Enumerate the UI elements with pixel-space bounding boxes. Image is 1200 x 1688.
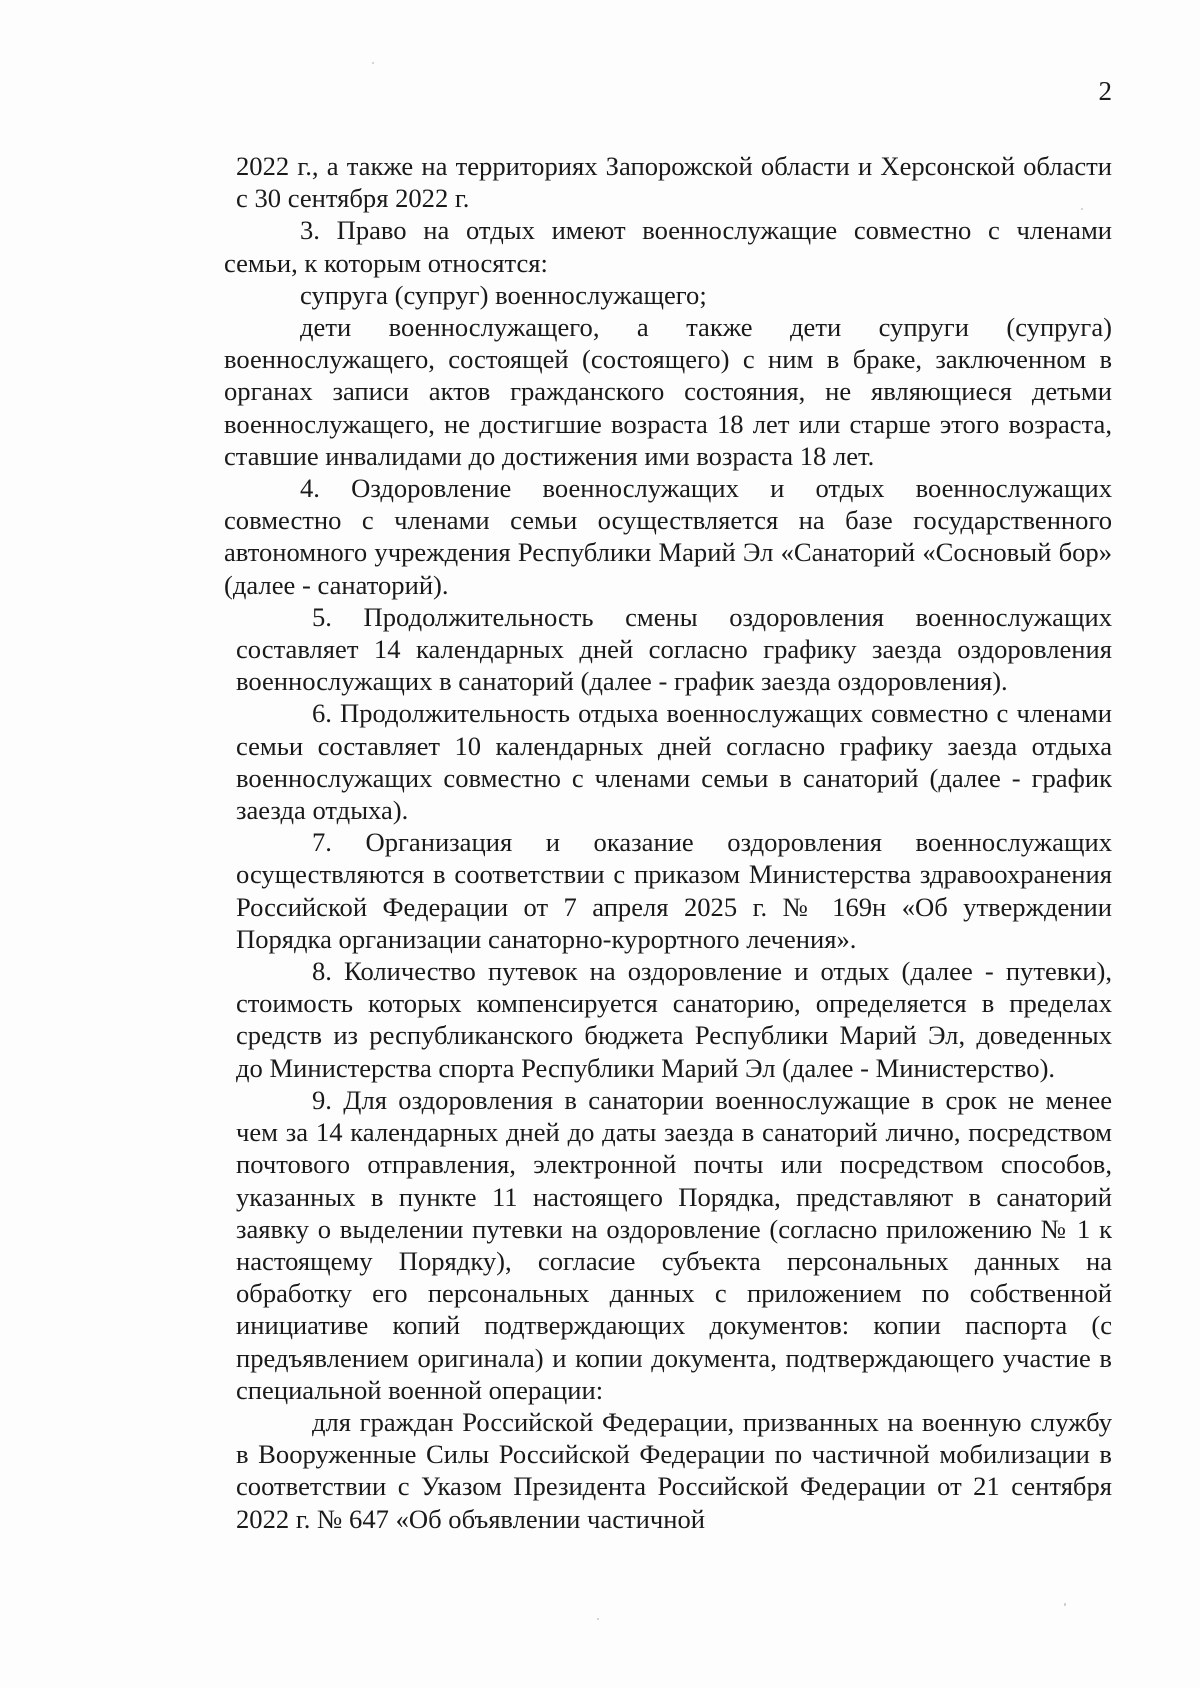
paragraph-3: 3. Право на отдых имеют военнослужащие совместно с членами семьи, к которым относятся:	[224, 215, 1112, 278]
document-body	[224, 150, 1112, 1535]
scan-speck	[597, 1618, 599, 1620]
paragraph-3-children: дети военнослужащего, а также дети супруги (супруга) военнослужащего, состоящей (состоящего) с ним в браке, заключенном в органах записи актов гражданского состояния, не являющиеся детьми военнослужащего, не достигшие возраста 18 лет или старше этого возраста, ставшие инвалидами до достижения ими возраста 18 лет.	[224, 312, 1112, 471]
paragraph-5: 5. Продолжительность смены оздоровления военнослужащих составляет 14 календарных дней согласно графику заезда оздоровления военнослужащих в санаторий (далее - график заезда оздоровления).	[236, 601, 1112, 697]
paragraph-6: 6. Продолжительность отдыха военнослужащих совместно с членами семьи составляет 10 календарных дней согласно графику заезда отдыха военнослужащих совместно с членами семьи в санаторий (далее - график заезда отдыха).	[236, 698, 1112, 826]
scan-speck	[1064, 1603, 1066, 1606]
scan-speck	[1081, 208, 1083, 210]
page-number: 2	[1098, 76, 1112, 106]
paragraph-continuation: 2022 г., а также на территориях Запорожской области и Херсонской области с 30 сентября 2022 г.	[236, 151, 1112, 214]
scan-speck	[372, 62, 374, 64]
paragraph-9-mobilized: для граждан Российской Федерации, призванных на военную службу в Вооруженные Силы Российской Федерации по частичной мобилизации в соответствии с Указом Президента Российской Федерации от 21 сентября 2022 г. № 647 «Об объявлении частичной	[236, 1406, 1112, 1534]
paragraph-3-spouse: супруга (супруг) военнослужащего;	[300, 279, 707, 310]
paragraph-8: 8. Количество путевок на оздоровление и отдых (далее - путевки), стоимость которых компенсируется санаторию, определяется в пределах средств из республиканского бюджета Республики Марий Эл, доведенных до Министерства спорта Республики Марий Эл (далее - Министерство).	[236, 956, 1112, 1083]
paragraph-4: 4. Оздоровление военнослужащих и отдых военнослужащих совместно с членами семьи осуществляется на базе государственного автономного учреждения Республики Марий Эл «Санаторий «Сосновый бор» (далее - санаторий).	[224, 473, 1112, 600]
paragraph-7: 7. Организация и оказание оздоровления военнослужащих осуществляются в соответствии с приказом Министерства здравоохранения Российской Федерации от 7 апреля 2025 г. № 169н «Об утверждении Порядка организации санаторно-курортного лечения».	[236, 827, 1112, 954]
paragraph-9: 9. Для оздоровления в санатории военнослужащие в срок не менее чем за 14 календарных дней до даты заезда в санаторий лично, посредством почтового отправления, электронной почты или посредством способов, указанных в пункте 11 настоящего Порядка, представляют в санаторий заявку о выделении путевки на оздоровление (согласно приложению № 1 к настоящему Порядку), согласие субъекта персональных данных на обработку его персональных данных с приложением по собственной инициативе копий подтверждающих документов: копии паспорта (с предъявлением оригинала) и копии документа, подтверждающего участие в специальной военной операции:	[236, 1084, 1112, 1405]
